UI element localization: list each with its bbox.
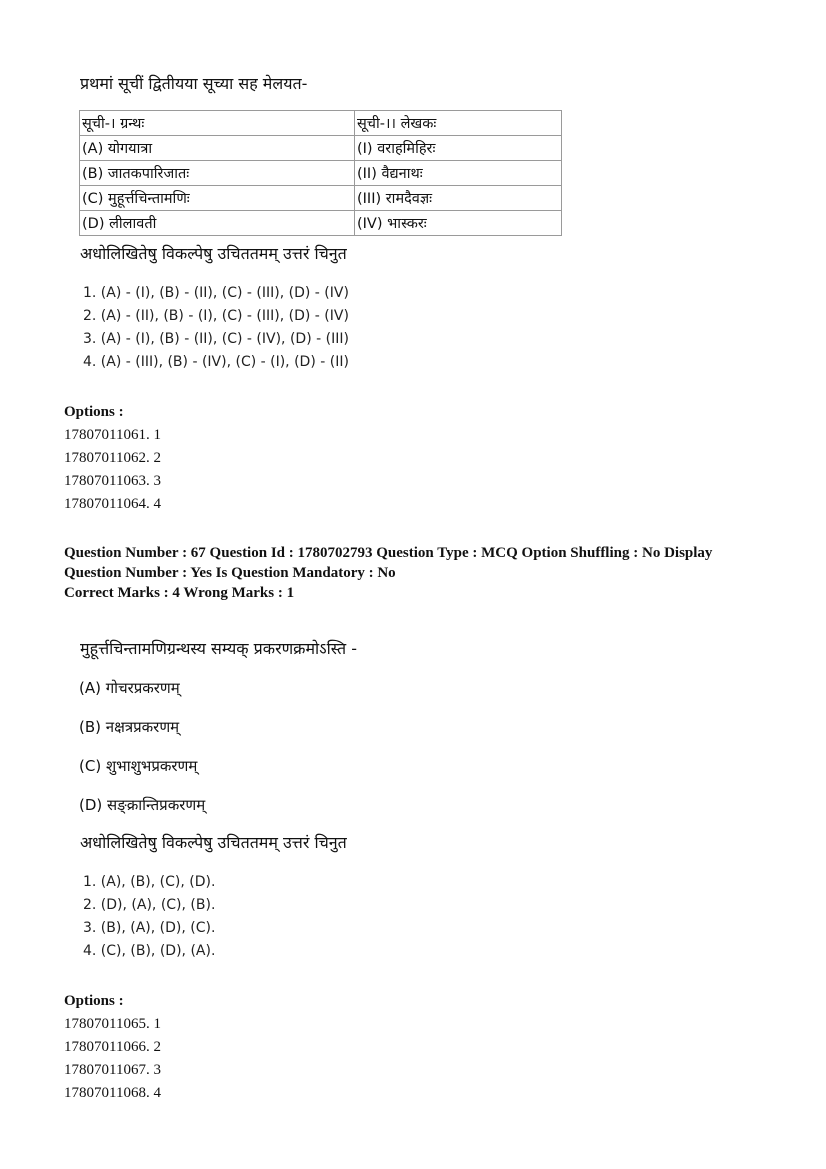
table-row bbox=[80, 211, 562, 236]
part-item: (C) शुभाशुभप्रकरणम् bbox=[79, 757, 198, 775]
choice-item: 4. (C), (B), (D), (A). bbox=[83, 943, 216, 959]
meta-line: Question Number : Yes Is Question Mandatory : No bbox=[64, 565, 396, 581]
table-cell-author: (III) रामदैवज्ञः bbox=[355, 186, 562, 211]
part-item: (D) सङ्क्रान्तिप्रकरणम् bbox=[79, 796, 206, 814]
choice-item: 1. (A) - (I), (B) - (II), (C) - (III), (D) - (IV) bbox=[83, 285, 349, 301]
table-header-list-2: सूची-।। लेखकः bbox=[355, 111, 562, 136]
table-header-row bbox=[80, 111, 562, 136]
options-title: Options : bbox=[64, 404, 124, 420]
meta-line: Question Number : 67 Question Id : 1780702793 Question Type : MCQ Option Shuffling : No Display bbox=[64, 545, 713, 561]
choice-item: 3. (B), (A), (D), (C). bbox=[83, 920, 216, 936]
table-row bbox=[80, 186, 562, 211]
choice-item: 2. (D), (A), (C), (B). bbox=[83, 897, 216, 913]
question-2-parts bbox=[79, 676, 205, 832]
table-header-list-1: सूची-। ग्रन्थः bbox=[80, 111, 355, 136]
table-cell-author: (I) वराहमिहिरः bbox=[355, 136, 562, 161]
question-1-stem: प्रथमां सूचीं द्वितीयया सूच्या सह मेलयत- bbox=[80, 74, 308, 93]
option-id: 17807011062. 2 bbox=[64, 450, 161, 466]
question-2-choices bbox=[83, 871, 215, 963]
question-2-stem: मुहूर्त्तचिन्तामणिग्रन्थस्य सम्यक् प्रकरणक्रमोऽस्ति - bbox=[80, 639, 357, 658]
question-1-options bbox=[64, 401, 161, 516]
choice-item: 4. (A) - (III), (B) - (IV), (C) - (I), (D) - (II) bbox=[83, 354, 349, 370]
option-id: 17807011064. 4 bbox=[64, 496, 161, 512]
part-item: (A) गोचरप्रकरणम् bbox=[79, 679, 180, 697]
table-row bbox=[80, 161, 562, 186]
question-1-instruction: अधोलिखितेषु विकल्पेषु उचिततमम् उत्तरं चिनुत bbox=[80, 244, 347, 263]
option-id: 17807011068. 4 bbox=[64, 1085, 161, 1101]
table-cell-author: (II) वैद्यनाथः bbox=[355, 161, 562, 186]
choice-item: 2. (A) - (II), (B) - (I), (C) - (III), (D) - (IV) bbox=[83, 308, 349, 324]
table-cell-book: (A) योगयात्रा bbox=[80, 136, 355, 161]
match-table bbox=[79, 110, 562, 236]
choice-item: 3. (A) - (I), (B) - (II), (C) - (IV), (D) - (III) bbox=[83, 331, 349, 347]
question-1-choices bbox=[83, 282, 349, 374]
option-id: 17807011063. 3 bbox=[64, 473, 161, 489]
part-item: (B) नक्षत्रप्रकरणम् bbox=[79, 718, 180, 736]
option-id: 17807011067. 3 bbox=[64, 1062, 161, 1078]
options-title: Options : bbox=[64, 993, 124, 1009]
table-row bbox=[80, 136, 562, 161]
question-2-meta bbox=[64, 543, 712, 603]
option-id: 17807011065. 1 bbox=[64, 1016, 161, 1032]
option-id: 17807011061. 1 bbox=[64, 427, 161, 443]
table-cell-book: (B) जातकपारिजातः bbox=[80, 161, 355, 186]
question-2-options bbox=[64, 990, 161, 1105]
table-cell-author: (IV) भास्करः bbox=[355, 211, 562, 236]
question-2-instruction: अधोलिखितेषु विकल्पेषु उचिततमम् उत्तरं चिनुत bbox=[80, 833, 347, 852]
table-cell-book: (C) मुहूर्त्तचिन्तामणिः bbox=[80, 186, 355, 211]
table-cell-book: (D) लीलावती bbox=[80, 211, 355, 236]
meta-line: Correct Marks : 4 Wrong Marks : 1 bbox=[64, 585, 295, 601]
option-id: 17807011066. 2 bbox=[64, 1039, 161, 1055]
choice-item: 1. (A), (B), (C), (D). bbox=[83, 874, 216, 890]
